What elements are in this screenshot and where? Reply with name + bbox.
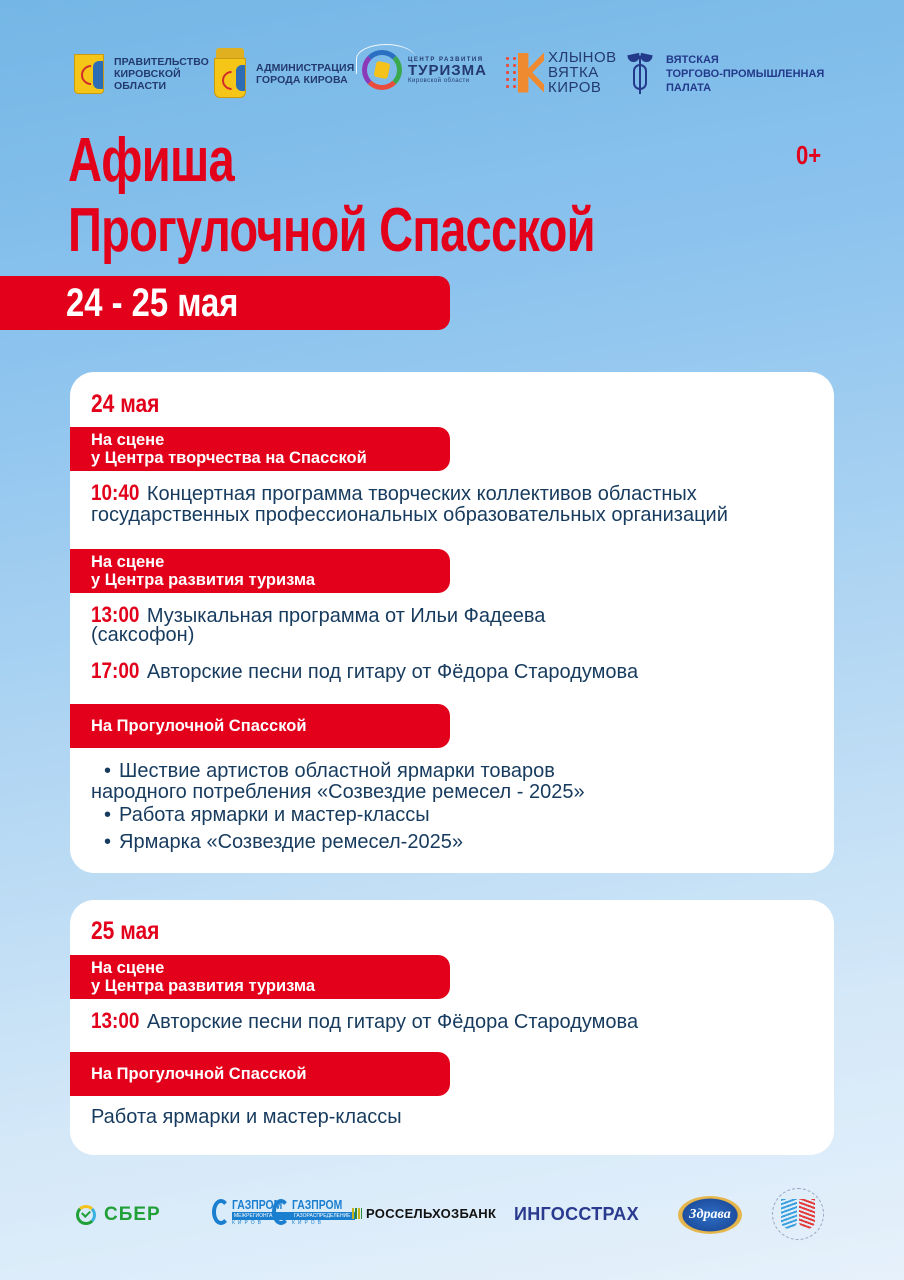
event-item (91, 481, 697, 506)
bullet-item: • Работа ярмарки и мастер-классы (104, 804, 430, 826)
logo-kirov-region-government (74, 54, 209, 94)
venue-banner-creativity-center: На сцене у Центра творчества на Спасской (70, 427, 450, 471)
event-description: Авторские песни под гитару от Фёдора Стародумова (146, 661, 639, 683)
logo-kirov-city-administration-text: АДМИНИСТРАЦИЯ ГОРОДА КИРОВА (256, 62, 355, 86)
caduceus-icon (628, 52, 652, 96)
event-item (91, 659, 638, 684)
event-description: Авторские песни под гитару от Фёдора Стародумова (146, 1011, 639, 1033)
event-time: 10:40 (91, 480, 140, 505)
logo-gazprom-mezhregiongaz: ГАЗПРОМ МЕЖРЕГИОНГАЗ КИРОВ (212, 1198, 295, 1226)
logo-tourism-center: ЦЕНТР РАЗВИТИЯ ТУРИЗМА Кировской области (362, 50, 487, 90)
venue-banner-spasskaya-walk: На Прогулочной Спасской (70, 704, 450, 748)
logo-gazprom-gazoraspredelenie: ГАЗПРОМ ГАЗОРАСПРЕДЕЛЕНИЕ КИРОВ (272, 1198, 355, 1226)
event-time: 13:00 (91, 1008, 140, 1033)
logo-zdrava: Здрава (678, 1196, 742, 1234)
event-description: Работа ярмарки и мастер-классы (91, 1106, 402, 1128)
logo-fund-wings-icon (772, 1188, 824, 1240)
venue-banner-tourism-center: На сцене у Центра развития туризма (70, 549, 450, 593)
day-title: 25 мая (91, 917, 160, 945)
sponsor-logos-bottom (72, 1196, 832, 1240)
event-time: 17:00 (91, 658, 140, 683)
logo-khlynov-vyatka-kirov: ХЛЫНОВ ВЯТКА КИРОВ (504, 50, 617, 95)
logo-vyatka-chamber-of-commerce: ВЯТСКАЯ ТОРГОВО-ПРОМЫШЛЕННАЯ ПАЛАТА (628, 52, 824, 96)
event-description-continued: (саксофон) (91, 624, 195, 646)
page-title-line-2: Прогулочной Спасской (68, 196, 595, 265)
event-description-continued: государственных профессиональных образовательных организаций (91, 504, 728, 526)
event-time: 13:00 (91, 602, 140, 627)
gazprom-flame-icon (272, 1199, 290, 1225)
logo-rosselkhozbank: РОССЕЛЬХОЗБАНК (352, 1206, 496, 1221)
vyatka-k-emblem-icon (504, 51, 544, 95)
logo-ingosstrakh: ИНГОССТРАХ (514, 1204, 639, 1224)
venue-banner-tourism-center: На сцене у Центра развития туризма (70, 955, 450, 999)
event-description: Музыкальная программа от Ильи Фадеева (146, 605, 546, 627)
age-rating-badge: 0+ (796, 140, 822, 170)
bullet-item-continued: народного потребления «Созвездие ремесел - 2025» (91, 781, 585, 803)
kirov-city-coat-of-arms-icon (214, 48, 246, 100)
logo-kirov-city-administration (214, 48, 354, 100)
gazprom-flame-icon (212, 1199, 230, 1225)
bullet-item: • Шествие артистов областной ярмарки товаров (104, 760, 555, 782)
bullet-item: • Ярмарка «Созвездие ремесел-2025» (104, 831, 463, 853)
event-description: Концертная программа творческих коллективов областных (146, 483, 697, 505)
venue-banner-spasskaya-walk: На Прогулочной Спасской (70, 1052, 450, 1096)
partner-logos-top (70, 46, 850, 106)
rosselkhozbank-bars-icon (352, 1208, 362, 1219)
day-card-24-may (70, 372, 834, 873)
sber-check-icon (76, 1205, 96, 1225)
page-title-line-1: Афиша (68, 126, 234, 195)
logo-sber: СБЕР (76, 1204, 161, 1226)
date-range-text: 24 - 25 мая (66, 281, 239, 325)
page-title (68, 126, 595, 266)
day-title: 24 мая (91, 390, 160, 418)
kirov-coat-of-arms-icon (74, 54, 104, 94)
event-item (91, 1009, 638, 1034)
day-card-25-may (70, 900, 834, 1155)
tourism-emblem-icon (362, 50, 402, 90)
date-range-banner (0, 276, 450, 330)
logo-kirov-region-government-text: ПРАВИТЕЛЬСТВО КИРОВСКОЙ ОБЛАСТИ (114, 56, 209, 92)
